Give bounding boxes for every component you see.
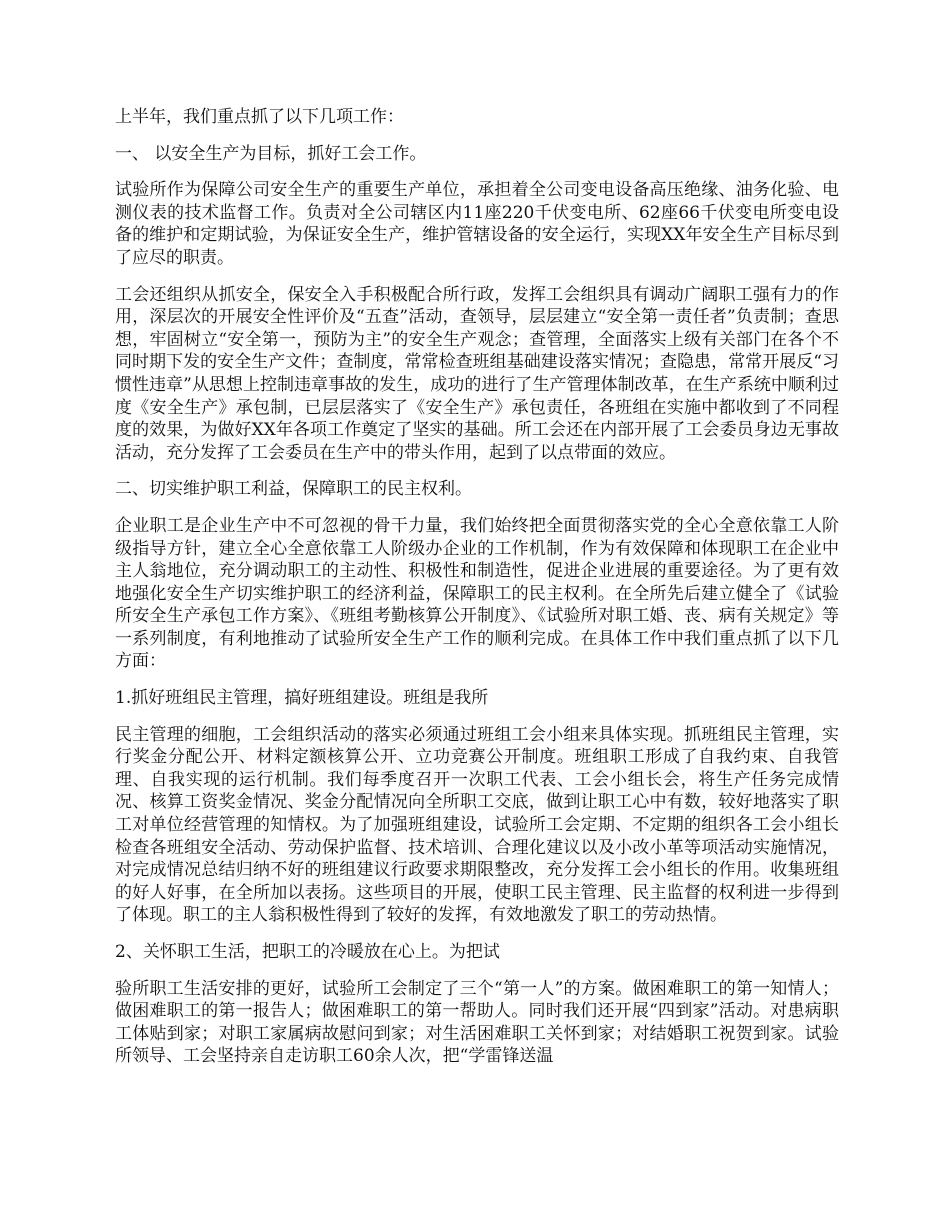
subsection-heading-2: 2、关怀职工生活，把职工的冷暖放在心上。为把试 — [115, 942, 500, 962]
body-paragraph: 民主管理的细胞，工会组织活动的落实必须通过班组工会小组来具体实现。抓班组民主管理，实行奖金分配公开、材料定额核算公开、立功竞赛公开制度。班组职工形成了自我约束、自我管理、自我实现的运行机制。我们每季度召开一次职工代表、工会小组长会，将生产任务完成情况、核算工资奖金情况、奖金分配情况向全所职工交底，做到让职工心中有数，较好地落实了职工对单位经营管理的知情权。为了加强班组建设，试验所工会定期、不定期的组织各工会小组长检查各班组安全活动、劳动保护监督、技术培训、合理化建议以及小改小革等项活动实施情况，对完成情况总结归纳不好的班组建议行政要求期限整改，充分发挥工会小组长的作用。收集班组的好人好事，在全所加以表扬。这些项目的开展，使职工民主管理、民主监督的权利进一步得到了体现。职工的主人翁积极性得到了较好的发挥，有效地激发了职工的劳动热情。 — [115, 724, 839, 926]
section-heading-1: 一、 以安全生产为目标，抓好工会工作。 — [115, 143, 427, 164]
document-page — [115, 106, 839, 1082]
body-paragraph: 企业职工是企业生产中不可忽视的骨干力量，我们始终把全面贯彻落实党的全心全意依靠工人阶级指导方针，建立全心全意依靠工人阶级办企业的工作机制，作为有效保障和体现职工在企业中主人翁地位，充分调动职工的主动性、积极性和制造性，促进企业进展的重要途径。为了更有效地强化安全生产切实维护职工的经济利益，保障职工的民主权利。在全所先后建立健全了《试验所安全生产承包工作方案》、《班组考勤核算公开制度》、《试验所对职工婚、丧、病有关规定》等一系列制度，有利地推动了试验所安全生产工作的顺利完成。在具体工作中我们重点抓了以下几方面： — [115, 515, 839, 672]
body-paragraph: 试验所作为保障公司安全生产的重要生产单位，承担着全公司变电设备高压绝缘、油务化验、电测仪表的技术监督工作。负责对全公司辖区内11座220千伏变电所、62座66千伏变电所变电设备的维护和定期试验，为保证安全生产，维护管辖设备的安全运行，实现XX年安全生产目标尽到了应尽的职责。 — [115, 180, 839, 268]
section-heading-2: 二、切实维护职工利益，保障职工的民主权利。 — [115, 479, 472, 500]
body-paragraph: 验所职工生活安排的更好，试验所工会制定了三个“第一人”的方案。做困难职工的第一知情人；做困难职工的第一报告人；做困难职工的第一帮助人。同时我们还开展“四到家”活动。对患病职工体贴到家；对职工家属病故慰问到家；对生活困难职工关怀到家；对结婚职工祝贺到家。试验所领导、工会坚持亲自走访职工60余人次，把“学雷锋送温 — [115, 978, 839, 1067]
intro-paragraph: 上半年，我们重点抓了以下几项工作： — [115, 107, 404, 127]
subsection-heading-1: 1.抓好班组民主管理，搞好班组建设。班组是我所 — [115, 688, 489, 709]
body-paragraph: 工会还组织从抓安全，保安全入手积极配合所行政，发挥工会组织具有调动广阔职工强有力的作用，深层次的开展安全性评价及“五查”活动，查领导，层层建立“安全第一责任者”负责制；查思想，牢固树立“安全第一，预防为主”的安全生产观念；查管理，全面落实上级有关部门在各个不同时期下发的安全生产文件；查制度，常常检查班组基础建设落实情况；查隐患，常常开展反“习惯性违章”从思想上控制违章事故的发生，成功的进行了生产管理体制改革，在生产系统中顺利过度《安全生产》承包制，已层层落实了《安全生产》承包责任，各班组在实施中都收到了不同程度的效果，为做好XX年各项工作奠定了坚实的基础。所工会还在内部开展了工会委员身边无事故活动，充分发挥了工会委员在生产中的带头作用，起到了以点带面的效应。 — [115, 284, 839, 463]
